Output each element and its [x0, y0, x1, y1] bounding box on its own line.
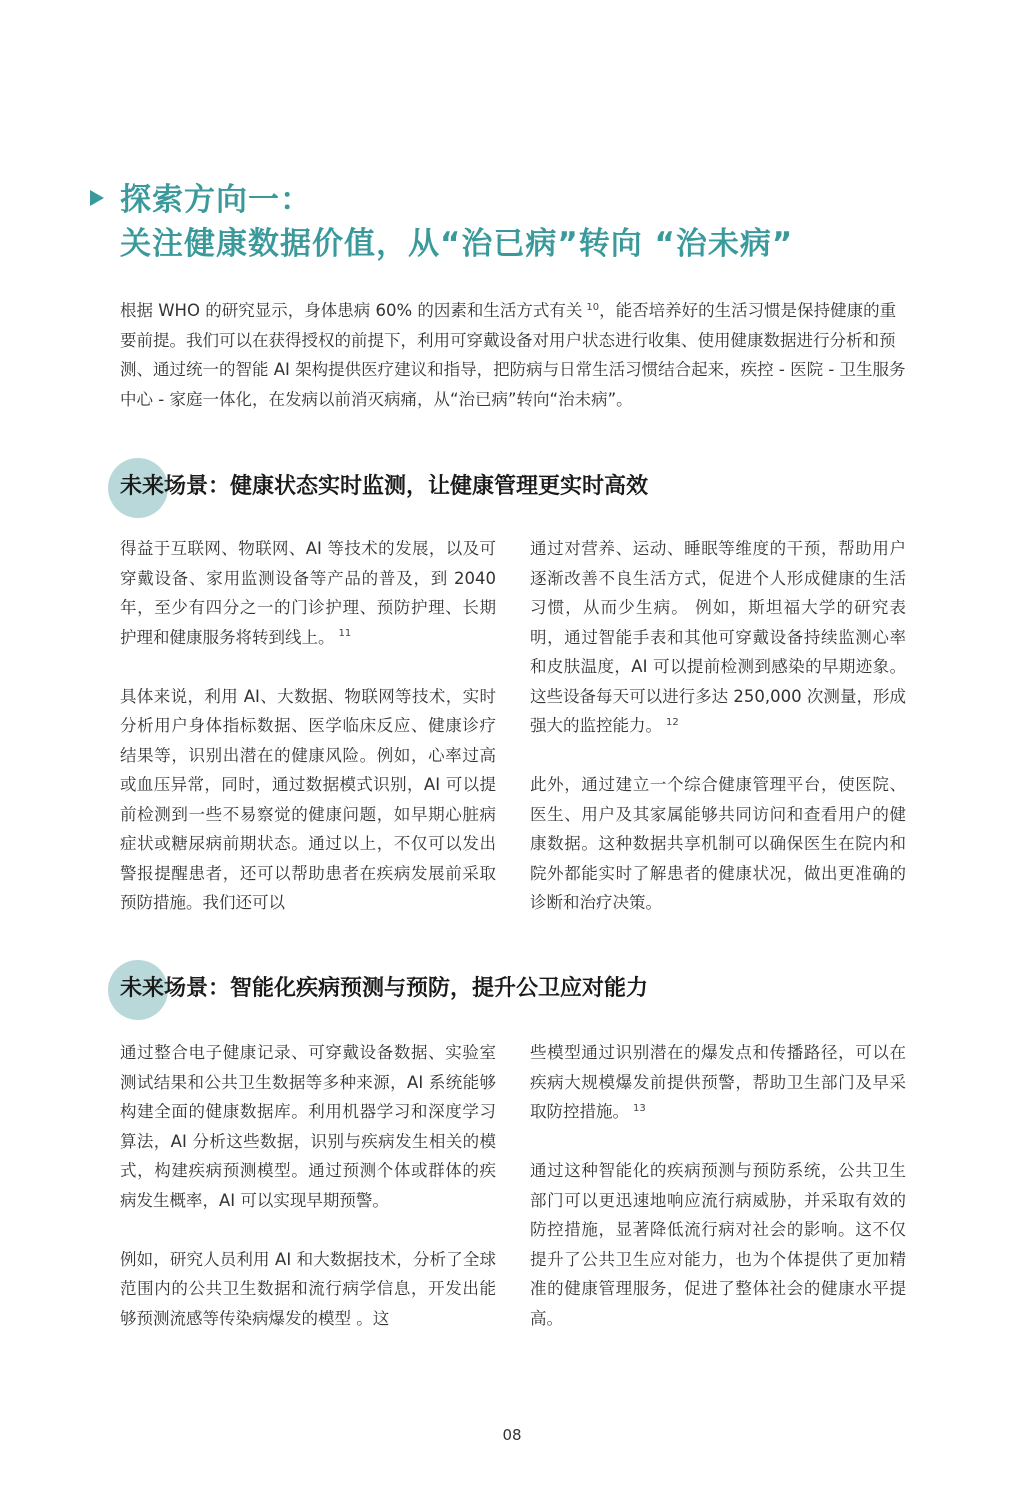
scene1-heading: [108, 458, 928, 518]
scene1-right-column: [530, 534, 906, 918]
section-heading: [90, 178, 950, 266]
intro-text-cont: ，能否培养好的生活习惯是保持健康的重要前提。我们可以在获得授权的前提下，利用可穿戴设备对用户状态进行收集、使用健康数据进行分析和预测、通过统一的智能 AI 架构提供医疗建议和指导，把防病与日常生活习惯结合起来，疾控 - 医院 - 卫生服务中心 - 家庭一体化，在发病以前消灭病痛，从“治已病”转向“治未病”。: [120, 301, 906, 409]
paragraph-text: 通过对营养、运动、睡眠等维度的干预，帮助用户逐渐改善不良生活方式，促进个人形成健康的生活习惯，从而少生病。 例如，斯坦福大学的研究表明，通过智能手表和其他可穿戴设备持续监测心率和皮肤温度，AI 可以提前检测到感染的早期迹象。这些设备每天可以进行多达 250,000 次测量，形成强大的监控能力。: [530, 539, 906, 735]
page-number: 08: [502, 1426, 522, 1444]
footnote-ref: 11: [338, 628, 352, 639]
scene2-right-paragraph-1: [530, 1038, 906, 1127]
scene1-right-paragraph-2: 此外，通过建立一个综合健康管理平台，使医院、医生、用户及其家属能够共同访问和查看用户的健康数据。这种数据共享机制可以确保医生在院内和院外都能实时了解患者的健康状况，做出更准确的诊断和治疗决策。: [530, 775, 906, 912]
scene2-left-paragraph-1: 通过整合电子健康记录、可穿戴设备数据、实验室测试结果和公共卫生数据等多种来源，AI 系统能够构建全面的健康数据库。利用机器学习和深度学习算法，AI 分析这些数据，识别与疾病发生相关的模式，构建疾病预测模型。通过预测个体或群体的疾病发生概率，AI 可以实现早期预警。: [120, 1043, 496, 1210]
scene2-left-paragraph-2: 例如，研究人员利用 AI 和大数据技术，分析了全球范围内的公共卫生数据和流行病学信息，开发出能够预测流感等传染病爆发的模型 。这: [120, 1249, 496, 1328]
section-title-line1: 探索方向一：: [120, 182, 312, 218]
section-title-line2: 关注健康数据价值，从“治已病”转向 “治未病”: [120, 226, 794, 262]
paragraph-text: 得益于互联网、物联网、AI 等技术的发展，以及可穿戴设备、家用监测设备等产品的普及，到 2040 年，至少有四分之一的门诊护理、预防护理、长期护理和健康服务将转到线上。: [120, 539, 496, 647]
footnote-ref: 13: [633, 1102, 646, 1114]
footnote-ref: 12: [666, 716, 679, 728]
footnote-ref: 10: [586, 301, 600, 313]
scene2-heading: [108, 960, 928, 1020]
scene2-title: 未来场景：智能化疾病预测与预防，提升公卫应对能力: [120, 976, 649, 1001]
paragraph-text: 些模型通过识别潜在的爆发点和传播路径，可以在疾病大规模爆发前提供预警，帮助卫生部门及早采取防控措施。: [530, 1043, 906, 1121]
triangle-arrow-icon: [90, 190, 104, 206]
scene2-right-paragraph-2: 通过这种智能化的疾病预测与预防系统，公共卫生部门可以更迅速地响应流行病威胁，并采取有效的防控措施，显著降低流行病对社会的影响。这不仅提升了公共卫生应对能力，也为个体提供了更加精准的健康管理服务，促进了整体社会的健康水平提高。: [530, 1161, 906, 1328]
intro-paragraph: [120, 296, 910, 414]
scene1-left-column: [120, 534, 496, 918]
intro-text: 根据 WHO 的研究显示，身体患病 60% 的因素和生活方式有关: [120, 301, 583, 320]
scene2-left-column: [120, 1038, 496, 1333]
scene1-left-paragraph-2: 具体来说，利用 AI、大数据、物联网等技术，实时分析用户身体指标数据、医学临床反应、健康诊疗结果等，识别出潜在的健康风险。例如，心率过高或血压异常，同时，通过数据模式识别，AI 可以提前检测到一些不易察觉的健康问题，如早期心脏病症状或糖尿病前期状态。通过以上，不仅可以发出警报提醒患者，还可以帮助患者在疾病发展前采取预防措施。我们还可以: [120, 686, 496, 912]
scene1-left-paragraph-1: [120, 534, 496, 652]
scene2-right-column: [530, 1038, 906, 1333]
scene1-title: 未来场景：健康状态实时监测，让健康管理更实时高效: [120, 474, 649, 499]
scene1-right-paragraph-1: [530, 534, 906, 741]
